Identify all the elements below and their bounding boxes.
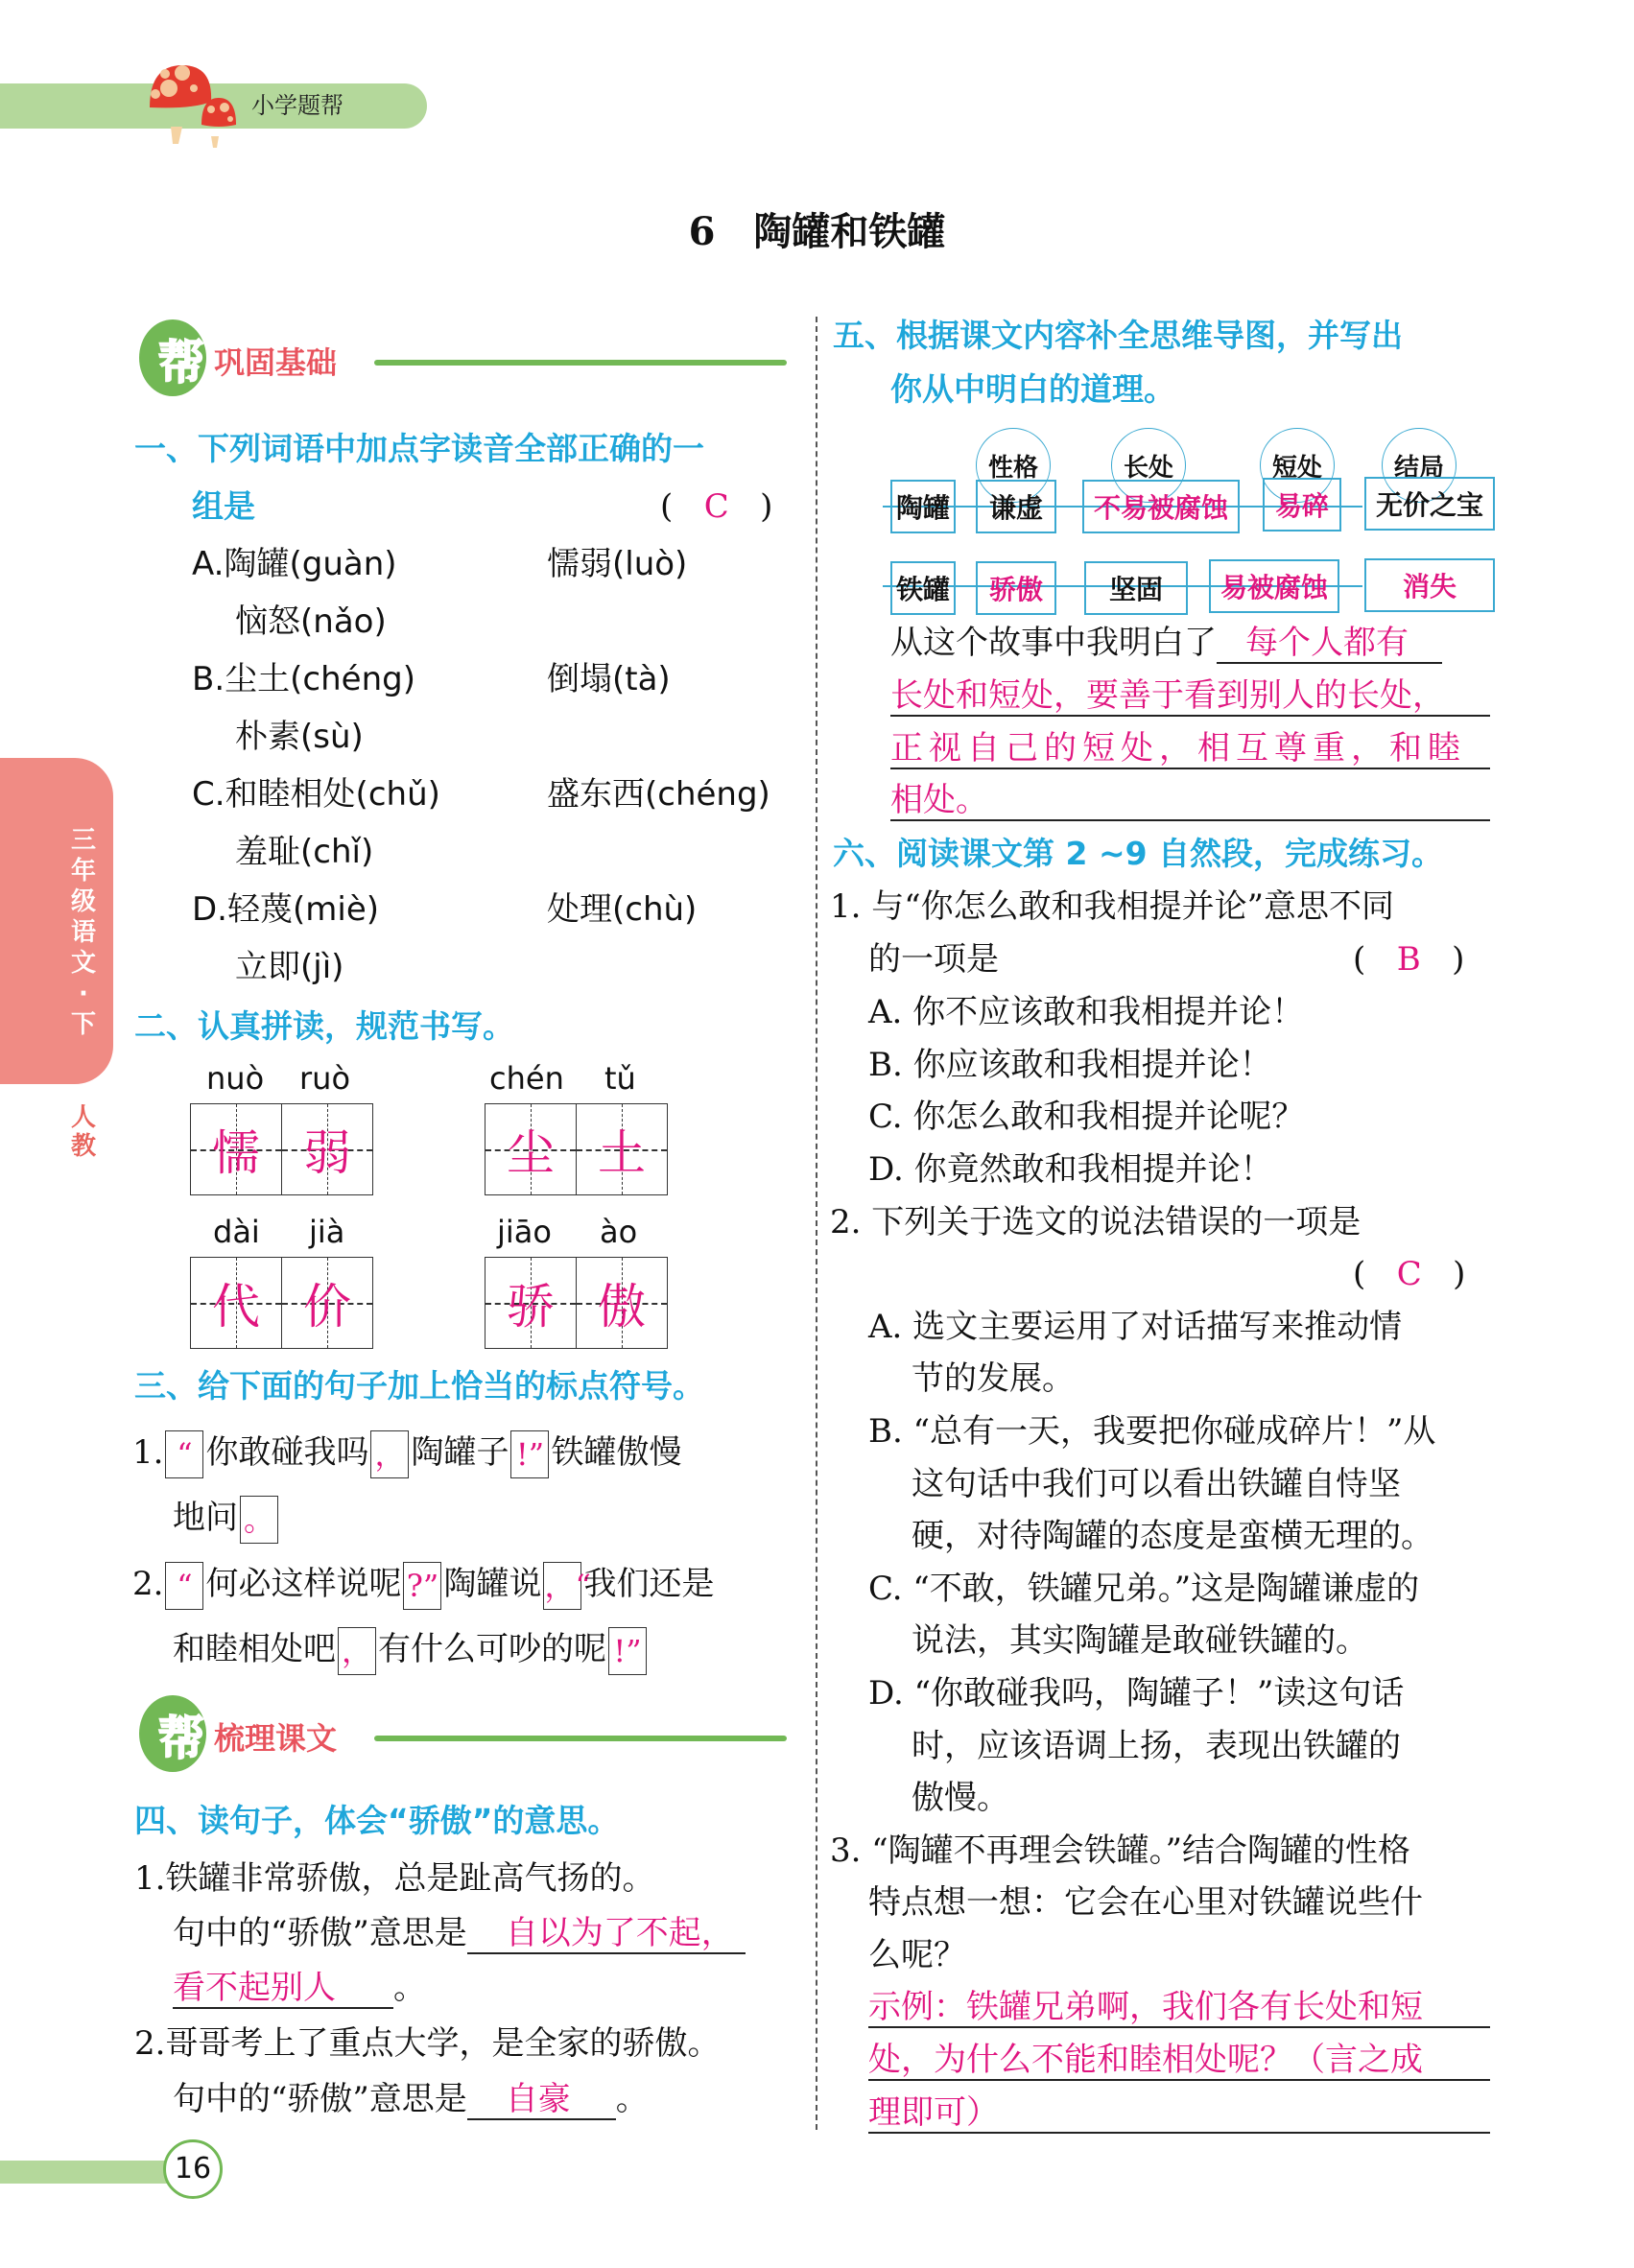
q3-title: 三、给下面的句子加上恰当的标点符号。 <box>134 1367 704 1405</box>
edition-label: 人 教 <box>70 1103 96 1161</box>
q1-title-2: 组是 <box>192 487 255 525</box>
grade-label: 三 年 级 语 文 · 下 <box>70 826 96 1039</box>
q1-answer-bracket: ( C ) <box>660 487 773 526</box>
writing-grid: 骄 傲 <box>485 1257 668 1349</box>
q4-title: 四、读句子，体会“骄傲”的意思。 <box>134 1802 620 1839</box>
writing-grid: 懦 弱 <box>190 1103 373 1195</box>
q6-title: 六、阅读课文第 2 ~9 自然段，完成练习。 <box>833 835 1444 872</box>
q2-title: 二、认真拼读，规范书写。 <box>134 1007 514 1045</box>
column-divider <box>816 317 817 2130</box>
q3-sentence-1: 1. “ 你敢碰我吗 ， 陶罐子 !” 铁罐傲慢 <box>132 1428 681 1478</box>
lesson-title: 陶罐和铁罐 <box>753 210 946 254</box>
footer-bar <box>0 2161 173 2184</box>
q3-sentence-2: 2. “ 何必这样说呢 ?” 陶罐说，“我们还是 <box>132 1559 714 1610</box>
q1-title: 一、下列词语中加点字读音全部正确的一 <box>134 430 704 467</box>
q6-1-answer: ( B ) <box>1353 940 1465 979</box>
brand-name: 小学题帮 <box>251 92 343 119</box>
q6-2-answer: ( C ) <box>1353 1255 1466 1293</box>
section-header-consolidate: 帮 巩固基础 <box>139 319 792 396</box>
section-header-review: 帮 梳理课文 <box>139 1695 792 1772</box>
writing-grid: 代 价 <box>190 1257 373 1349</box>
lesson-number: 6 <box>688 209 716 254</box>
page-title <box>0 201 1634 256</box>
page-number: 16 <box>163 2139 223 2199</box>
writing-grid: 尘 土 <box>485 1103 668 1195</box>
q5-title: 五、根据课文内容补全思维导图，并写出 <box>833 317 1403 354</box>
